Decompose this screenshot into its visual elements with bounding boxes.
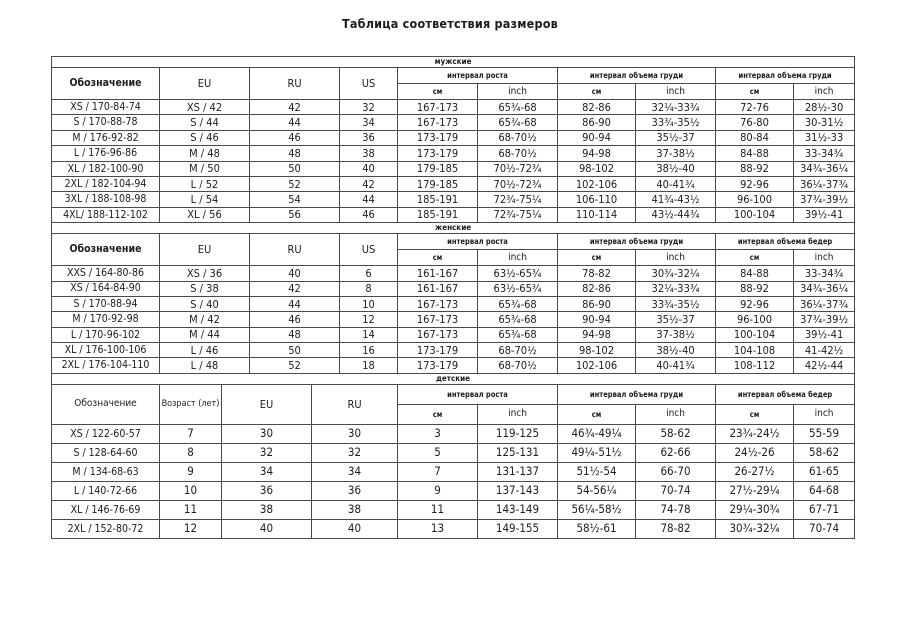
cell-chest-cm: 58-62 [636,424,716,443]
header-us: US [340,234,398,266]
cell-chest-cm: 82-86 [558,100,636,115]
cell-height-inch: 54-56¼ [558,481,636,500]
cell-third-inch: 42½-44 [794,358,855,373]
men-section [52,57,855,100]
size-chart-table [51,56,855,539]
cell-eu: M / 50 [160,161,250,176]
cell-us: 9 [398,481,478,500]
cell-third-cm: 104-108 [716,343,794,358]
cell-age: 11 [160,500,222,519]
cell-chest-inch: 41¾-43½ [636,192,716,207]
cell-chest-cm: 78-82 [636,519,716,538]
table-row [52,207,855,222]
header-inch: inch [636,404,716,424]
cell-height-inch: 51½-54 [558,462,636,481]
cell-chest-inch: 35½-37 [636,130,716,145]
cell-us: 36 [340,130,398,145]
cell-ru: 36 [312,481,398,500]
cell-age: 12 [160,519,222,538]
cell-third-cm: 61-65 [794,462,855,481]
cell-chest-cm: 62-66 [636,443,716,462]
cell-us: 16 [340,343,398,358]
cell-designation: S / 170-88-94 [52,296,160,311]
cell-ru: 52 [250,358,340,373]
cell-height-cm: 119-125 [478,424,558,443]
cell-height-cm: 149-155 [478,519,558,538]
cell-height-inch: 68-70½ [478,343,558,358]
cell-third-inch: 28½-30 [794,100,855,115]
cell-third-inch: 34¾-36¼ [794,161,855,176]
cell-third-cm: 84-88 [716,146,794,161]
cell-eu: 30 [222,424,312,443]
table-row [52,296,855,311]
cell-us: 8 [340,281,398,296]
table-row [52,327,855,342]
cell-third-inch: 36¼-37¾ [794,296,855,311]
cell-third-cm: 72-76 [716,100,794,115]
cell-chest-cm: 90-94 [558,312,636,327]
cell-chest-inch: 30¾-32¼ [636,266,716,281]
cell-designation: M / 176-92-82 [52,130,160,145]
cell-chest-cm: 110-114 [558,207,636,222]
cell-third-cm: 96-100 [716,312,794,327]
header-hips-range: интервал объема бедер [716,234,855,250]
cell-height-inch: 63½-65¾ [478,266,558,281]
table-row [52,281,855,296]
header-cm: см [716,84,794,100]
cell-height-inch: 63½-65¾ [478,281,558,296]
cell-ru: 46 [250,130,340,145]
cell-ru: 50 [250,161,340,176]
cell-designation: 2XL / 176-104-110 [52,358,160,373]
kids-section-label: детские [52,373,855,384]
header-inch: inch [636,84,716,100]
cell-third-cm: 92-96 [716,176,794,191]
cell-us: 6 [340,266,398,281]
header-cm: см [716,404,794,424]
header-inch: inch [794,404,855,424]
cell-designation: 2XL / 182-104-94 [52,176,160,191]
cell-us: 14 [340,327,398,342]
table-row [52,161,855,176]
cell-height-inch: 49¼-51½ [558,443,636,462]
cell-third-cm: 70-74 [794,519,855,538]
cell-ru: 42 [250,100,340,115]
cell-us: 40 [340,161,398,176]
cell-ru: 48 [250,327,340,342]
header-inch: inch [636,250,716,266]
cell-chest-inch: 30¾-32¼ [716,519,794,538]
cell-us: 11 [398,500,478,519]
kids-section [52,373,855,424]
cell-height-cm: 167-173 [398,115,478,130]
men-section-label: мужские [52,57,855,68]
cell-ru: 40 [250,266,340,281]
table-row [52,481,855,500]
header-eu: EU [222,384,312,424]
cell-ru: 52 [250,176,340,191]
cell-height-cm: 167-173 [398,312,478,327]
cell-designation: L / 176-96-86 [52,146,160,161]
cell-eu: S / 44 [160,115,250,130]
cell-us: 38 [340,146,398,161]
cell-eu: 32 [222,443,312,462]
cell-height-cm: 131-137 [478,462,558,481]
cell-ru: 56 [250,207,340,222]
cell-us: 18 [340,358,398,373]
cell-third-inch: 30-31½ [794,115,855,130]
table-row [52,115,855,130]
cell-chest-inch: 29¼-30¾ [716,500,794,519]
cell-chest-inch: 26-27½ [716,462,794,481]
cell-designation: L / 140-72-66 [52,481,160,500]
cell-height-inch: 58½-61 [558,519,636,538]
cell-us: 13 [398,519,478,538]
cell-third-cm: 92-96 [716,296,794,311]
cell-height-cm: 167-173 [398,100,478,115]
cell-height-inch: 70½-72¾ [478,161,558,176]
cell-height-cm: 173-179 [398,146,478,161]
header-ru: RU [312,384,398,424]
table-row [52,266,855,281]
cell-third-cm: 88-92 [716,161,794,176]
cell-height-inch: 65¾-68 [478,327,558,342]
cell-designation: XL / 146-76-69 [52,500,160,519]
cell-third-cm: 100-104 [716,207,794,222]
header-designation: Обозначение [52,68,160,100]
cell-us: 7 [398,462,478,481]
cell-designation: 2XL / 152-80-72 [52,519,160,538]
header-chest-range: интервал объема груди [558,234,716,250]
cell-chest-inch: 37-38½ [636,327,716,342]
cell-third-cm: 88-92 [716,281,794,296]
cell-height-cm: 161-167 [398,281,478,296]
cell-height-cm: 179-185 [398,161,478,176]
cell-designation: XXS / 164-80-86 [52,266,160,281]
cell-height-inch: 65¾-68 [478,100,558,115]
cell-height-inch: 65¾-68 [478,115,558,130]
header-inch: inch [478,250,558,266]
table-row [52,424,855,443]
header-height-range: интервал роста [398,384,558,404]
header-inch: inch [794,84,855,100]
table-row [52,192,855,207]
cell-chest-inch: 32¼-33¾ [636,281,716,296]
cell-chest-cm: 102-106 [558,358,636,373]
table-row [52,519,855,538]
header-hips-range: интервал объема бедер [716,384,855,404]
cell-third-inch: 37¾-39½ [794,312,855,327]
cell-age: 9 [160,462,222,481]
table-row [52,100,855,115]
cell-designation: L / 170-96-102 [52,327,160,342]
cell-chest-cm: 102-106 [558,176,636,191]
cell-designation: S / 170-88-78 [52,115,160,130]
header-inch: inch [794,250,855,266]
page-title: Таблица соответствия размеров [342,16,558,31]
cell-us: 10 [340,296,398,311]
cell-height-cm: 161-167 [398,266,478,281]
cell-chest-inch: 43½-44¾ [636,207,716,222]
cell-ru: 40 [312,519,398,538]
cell-third-cm: 55-59 [794,424,855,443]
cell-ru: 50 [250,343,340,358]
cell-eu: S / 38 [160,281,250,296]
cell-eu: M / 42 [160,312,250,327]
cell-height-inch: 72¾-75¼ [478,192,558,207]
cell-chest-inch: 23¾-24½ [716,424,794,443]
cell-chest-cm: 94-98 [558,327,636,342]
header-height-range: интервал роста [398,68,558,84]
cell-designation: 4XL/ 188-112-102 [52,207,160,222]
cell-designation: M / 134-68-63 [52,462,160,481]
table-row [52,358,855,373]
cell-chest-cm: 66-70 [636,462,716,481]
cell-chest-inch: 37-38½ [636,146,716,161]
cell-designation: XL / 182-100-90 [52,161,160,176]
cell-chest-cm: 86-90 [558,115,636,130]
cell-eu: M / 44 [160,327,250,342]
cell-chest-inch: 38½-40 [636,161,716,176]
cell-chest-inch: 33¾-35½ [636,115,716,130]
cell-height-inch: 68-70½ [478,130,558,145]
cell-chest-cm: 98-102 [558,343,636,358]
cell-height-cm: 179-185 [398,176,478,191]
cell-eu: S / 46 [160,130,250,145]
cell-height-cm: 125-131 [478,443,558,462]
table-row [52,312,855,327]
cell-us: 46 [340,207,398,222]
cell-ru: 42 [250,281,340,296]
cell-designation: XS / 170-84-74 [52,100,160,115]
cell-us: 12 [340,312,398,327]
cell-chest-inch: 35½-37 [636,312,716,327]
header-eu: EU [160,68,250,100]
header-ru: RU [250,68,340,100]
header-cm: см [558,250,636,266]
women-section [52,223,855,266]
cell-height-cm: 173-179 [398,343,478,358]
table-row [52,443,855,462]
header-third-range: интервал объема груди [716,68,855,84]
cell-us: 5 [398,443,478,462]
cell-us: 34 [340,115,398,130]
cell-third-cm: 64-68 [794,481,855,500]
header-us: US [340,68,398,100]
cell-designation: XS / 122-60-57 [52,424,160,443]
cell-chest-cm: 90-94 [558,130,636,145]
women-section-label: женские [52,223,855,234]
cell-chest-cm: 82-86 [558,281,636,296]
cell-third-inch: 41-42½ [794,343,855,358]
table-row [52,176,855,191]
cell-ru: 34 [312,462,398,481]
cell-eu: 34 [222,462,312,481]
cell-eu: 38 [222,500,312,519]
cell-height-cm: 143-149 [478,500,558,519]
cell-eu: L / 52 [160,176,250,191]
cell-eu: M / 48 [160,146,250,161]
cell-third-inch: 31½-33 [794,130,855,145]
cell-third-inch: 33-34¾ [794,266,855,281]
cell-ru: 38 [312,500,398,519]
cell-third-inch: 34¾-36¼ [794,281,855,296]
cell-chest-inch: 32¼-33¾ [636,100,716,115]
kids-rows [52,424,855,538]
cell-height-inch: 70½-72¾ [478,176,558,191]
header-chest-range: интервал объема груди [558,384,716,404]
cell-third-inch: 37¾-39½ [794,192,855,207]
cell-ru: 48 [250,146,340,161]
cell-third-cm: 80-84 [716,130,794,145]
cell-designation: M / 170-92-98 [52,312,160,327]
cell-ru: 30 [312,424,398,443]
cell-eu: XS / 42 [160,100,250,115]
cell-chest-inch: 40-41¾ [636,176,716,191]
header-height-range: интервал роста [398,234,558,250]
cell-height-inch: 65¾-68 [478,296,558,311]
header-chest-range: интервал объема груди [558,68,716,84]
cell-third-cm: 76-80 [716,115,794,130]
cell-height-cm: 173-179 [398,358,478,373]
cell-eu: L / 46 [160,343,250,358]
cell-third-inch: 36¼-37¾ [794,176,855,191]
cell-chest-inch: 33¾-35½ [636,296,716,311]
cell-age: 8 [160,443,222,462]
cell-designation: XL / 176-100-106 [52,343,160,358]
header-ru: RU [250,234,340,266]
cell-height-inch: 65¾-68 [478,312,558,327]
header-age: Возраст (лет) [160,384,222,424]
header-cm: см [398,250,478,266]
cell-designation: S / 128-64-60 [52,443,160,462]
cell-designation: XS / 164-84-90 [52,281,160,296]
cell-third-cm: 67-71 [794,500,855,519]
cell-third-cm: 96-100 [716,192,794,207]
cell-chest-cm: 78-82 [558,266,636,281]
men-rows [52,100,855,223]
header-cm: см [398,84,478,100]
cell-age: 10 [160,481,222,500]
women-rows [52,266,855,374]
cell-third-inch: 33-34¾ [794,146,855,161]
cell-chest-cm: 70-74 [636,481,716,500]
cell-chest-inch: 38½-40 [636,343,716,358]
table-row [52,343,855,358]
cell-height-inch: 72¾-75¼ [478,207,558,222]
cell-eu: S / 40 [160,296,250,311]
cell-chest-inch: 40-41¾ [636,358,716,373]
header-cm: см [558,404,636,424]
cell-height-cm: 167-173 [398,296,478,311]
cell-third-cm: 58-62 [794,443,855,462]
table-row [52,146,855,161]
cell-eu: L / 54 [160,192,250,207]
table-row [52,500,855,519]
cell-age: 7 [160,424,222,443]
header-eu: EU [160,234,250,266]
cell-height-inch: 68-70½ [478,146,558,161]
cell-chest-cm: 94-98 [558,146,636,161]
header-cm: см [716,250,794,266]
cell-us: 32 [340,100,398,115]
cell-us: 3 [398,424,478,443]
table-row [52,462,855,481]
header-cm: см [398,404,478,424]
cell-eu: 40 [222,519,312,538]
cell-third-cm: 108-112 [716,358,794,373]
cell-chest-cm: 98-102 [558,161,636,176]
header-cm: см [558,84,636,100]
cell-ru: 32 [312,443,398,462]
cell-ru: 46 [250,312,340,327]
header-inch: inch [478,404,558,424]
cell-eu: XL / 56 [160,207,250,222]
cell-us: 42 [340,176,398,191]
cell-height-cm: 167-173 [398,327,478,342]
cell-height-inch: 68-70½ [478,358,558,373]
cell-height-inch: 56¼-58½ [558,500,636,519]
cell-chest-inch: 27½-29¼ [716,481,794,500]
header-inch: inch [478,84,558,100]
cell-ru: 54 [250,192,340,207]
cell-third-cm: 84-88 [716,266,794,281]
cell-chest-cm: 74-78 [636,500,716,519]
cell-third-inch: 39½-41 [794,327,855,342]
cell-third-inch: 39½-41 [794,207,855,222]
cell-third-cm: 100-104 [716,327,794,342]
cell-eu: XS / 36 [160,266,250,281]
cell-designation: 3XL / 188-108-98 [52,192,160,207]
cell-chest-cm: 106-110 [558,192,636,207]
cell-chest-cm: 86-90 [558,296,636,311]
cell-ru: 44 [250,115,340,130]
cell-eu: L / 48 [160,358,250,373]
table-row [52,130,855,145]
cell-height-cm: 185-191 [398,207,478,222]
cell-height-inch: 46¾-49¼ [558,424,636,443]
header-designation: Обозначение [52,234,160,266]
cell-height-cm: 173-179 [398,130,478,145]
cell-eu: 36 [222,481,312,500]
cell-height-cm: 185-191 [398,192,478,207]
cell-chest-inch: 24½-26 [716,443,794,462]
header-designation: Обозначение [52,384,160,424]
cell-ru: 44 [250,296,340,311]
cell-us: 44 [340,192,398,207]
cell-height-cm: 137-143 [478,481,558,500]
